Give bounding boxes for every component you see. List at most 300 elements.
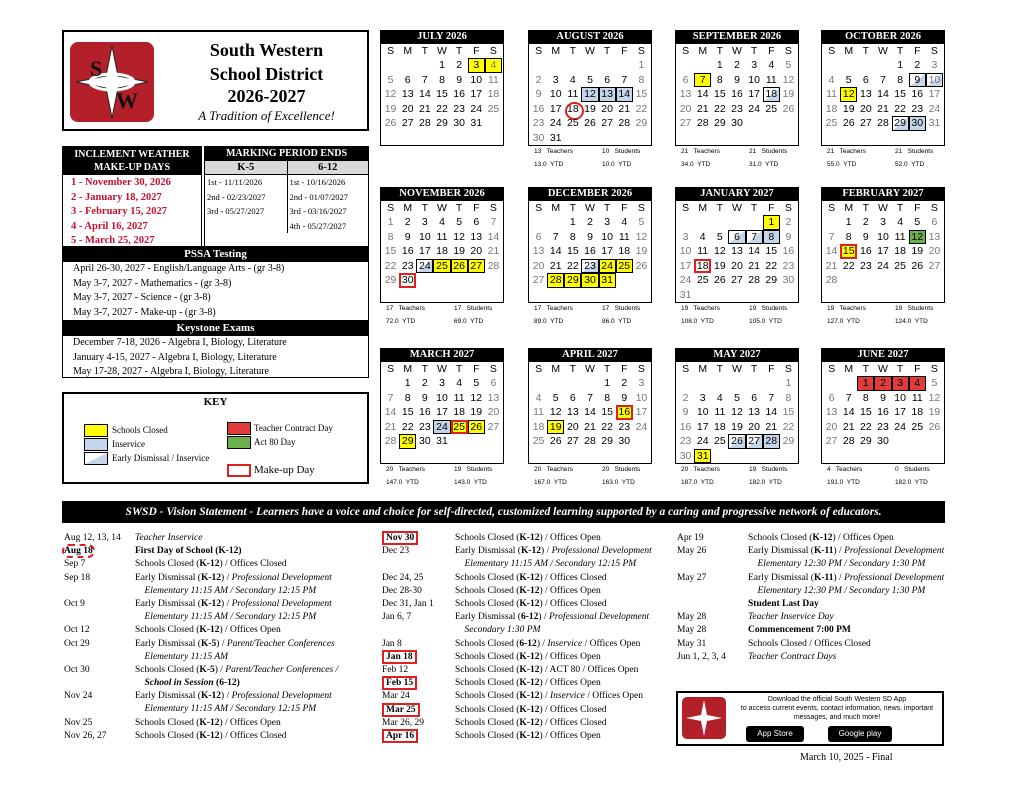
calendar-day: 27 <box>928 259 941 272</box>
weekday-label: S <box>489 45 497 57</box>
calendar-day: 14 <box>842 406 855 418</box>
calendar-day: 14 <box>748 245 760 257</box>
calendar-day: 2 <box>914 59 921 71</box>
calendar-day: 22 <box>782 420 795 433</box>
calendar-day: 8 <box>845 230 852 243</box>
teacher-count: 19 Teachers <box>681 305 720 312</box>
weekday-label: S <box>682 202 690 214</box>
weekday-label: S <box>930 45 938 57</box>
event-date: May 26 <box>677 546 707 557</box>
event-date: Mar 24 <box>382 691 410 702</box>
calendar-day: 26 <box>384 117 397 129</box>
student-count: 19 Students <box>749 466 788 473</box>
weekday-label: W <box>878 45 888 57</box>
calendar-day: 1 <box>439 59 445 71</box>
calendar-day: 26 <box>782 102 795 115</box>
weekday-label: F <box>621 363 628 375</box>
act80-label: Act 80 Day <box>254 437 296 447</box>
event-date: Jan 18 <box>382 651 417 663</box>
calendar-day: 30 <box>679 449 692 462</box>
calendar-day: 9 <box>587 230 593 243</box>
calendar-day: 2 <box>621 377 628 389</box>
weekday-label: M <box>403 363 413 375</box>
calendar-day: 12 <box>928 391 941 404</box>
event-description: Schools Closed (K-12) / Offices Open <box>455 678 601 689</box>
calendar-day: 21 <box>618 102 631 115</box>
calendar-day: 25 <box>894 259 906 272</box>
calendar-day: 25 <box>616 259 633 274</box>
app-logo <box>682 697 726 739</box>
student-ytd: 143.0 YTD <box>454 479 487 486</box>
612-period-item: 3rd - 03/16/2027 <box>289 206 347 216</box>
makeup-label: Make-up Day <box>254 464 315 476</box>
weekday-label: M <box>698 202 708 214</box>
calendar-day: 23 <box>877 420 889 433</box>
calendar-day: 19 <box>911 245 924 257</box>
calendar-day: 23 <box>860 259 872 272</box>
calendar-day: 22 <box>635 102 648 115</box>
weather-title: INCLEMENT WEATHER MAKE-UP DAYS <box>63 147 201 175</box>
calendar-day: 13 <box>748 406 760 418</box>
month-footer <box>821 146 945 172</box>
month-footer <box>380 464 504 490</box>
calendar-day: 1 <box>404 377 411 389</box>
event-date: Feb 12 <box>382 665 409 675</box>
calendar-day: 27 <box>825 435 838 447</box>
calendar-day: 14 <box>765 406 778 418</box>
student-ytd: 52.0 YTD <box>895 161 925 168</box>
teacher-ytd: 13.0 YTD <box>534 161 564 168</box>
k5-period-item: 2nd - 02/23/2027 <box>207 191 266 202</box>
teacher-ytd: 108.0 YTD <box>681 318 714 325</box>
calendar-day: 17 <box>679 259 692 272</box>
calendar-day: 5 <box>587 73 593 86</box>
makeup-day-item: 1 - November 30, 2026 <box>71 177 171 188</box>
calendar-day: 8 <box>638 73 645 86</box>
teacher-ytd: 34.0 YTD <box>681 161 711 168</box>
calendar-day: 29 <box>860 435 872 447</box>
calendar-day: 22 <box>401 420 414 433</box>
calendar-day: 15 <box>860 406 872 418</box>
weekday-label: S <box>930 202 938 214</box>
calendar-day: 9 <box>785 230 792 243</box>
calendar-day: 28 <box>748 274 760 286</box>
k5-period-item: 3rd - 05/27/2027 <box>207 206 265 216</box>
event-description: Schools Closed (K-12) / Offices Closed <box>455 599 607 609</box>
calendar-day: 10 <box>679 245 692 257</box>
calendar-day: 20 <box>567 420 579 433</box>
event-description: Schools Closed (K-12) / Offices Closed <box>455 704 607 715</box>
calendar-day: 11 <box>567 88 579 100</box>
calendar-day: 15 <box>601 406 613 418</box>
calendar-day: 26 <box>549 435 562 447</box>
student-ytd: 105.0 YTD <box>749 318 782 325</box>
keystone-title: Keystone Exams <box>63 321 368 336</box>
calendar-day: 7 <box>421 73 428 86</box>
calendar-day: 24 <box>696 435 709 447</box>
calendar-day: 23 <box>731 102 743 115</box>
calendar-day: 20 <box>679 102 692 115</box>
app-text: Download the official South Western SD App to access current events, contact information, news, important messages, and much more! <box>740 696 934 721</box>
calendar-day: 31 <box>436 435 448 447</box>
calendar-day: 25 <box>825 117 838 129</box>
calendar-day: 16 <box>731 88 743 100</box>
pssa-title: PSSA Testing <box>63 247 368 262</box>
calendar-day: 27 <box>401 117 414 129</box>
calendar-day: 6 <box>490 377 497 389</box>
calendar-day: 8 <box>763 230 780 245</box>
calendar-day: 22 <box>860 420 872 433</box>
weekday-label: T <box>455 363 463 375</box>
calendar-day: 5 <box>931 377 938 389</box>
calendar-day: 13 <box>401 88 414 100</box>
calendar-day: 8 <box>387 230 394 243</box>
weekday-label: W <box>878 363 888 375</box>
weekday-label: S <box>387 202 395 214</box>
calendar-day: 20 <box>532 259 545 272</box>
event-description: Student Last Day <box>748 599 819 609</box>
calendar-day: 5 <box>785 59 792 71</box>
calendar-day: 13 <box>532 245 545 257</box>
calendar-day: 31 <box>549 131 562 144</box>
weekday-label: T <box>603 45 611 57</box>
calendar-day: 2 <box>785 216 792 228</box>
calendar-day: 3 <box>604 216 611 228</box>
school-year: 2026-2027 <box>227 86 306 106</box>
weekday-label: W <box>585 363 595 375</box>
calendar-day: 3 <box>931 59 938 71</box>
student-count: 17 Students <box>454 305 493 312</box>
calendar-day: 21 <box>384 420 397 433</box>
calendar-day: 10 <box>601 230 613 243</box>
calendar-day: 3 <box>751 59 758 71</box>
pssa-item: May 3-7, 2027 - Science - (gr 3-8) <box>73 292 211 303</box>
calendar-day: 15 <box>840 244 857 259</box>
calendar-day: 6 <box>535 230 542 243</box>
calendar-day: 31 <box>599 273 616 288</box>
weekday-label: W <box>437 45 447 57</box>
contract-swatch <box>227 422 251 435</box>
calendar-day: 1 <box>387 216 394 228</box>
calendar-day: 1 <box>569 216 576 228</box>
calendar-day: 24 <box>748 102 760 115</box>
student-count: 21 Students <box>749 148 788 155</box>
calendar-day: 21 <box>765 420 778 433</box>
calendar-day: 2 <box>734 59 740 71</box>
calendar-day: 24 <box>635 420 648 433</box>
event-description: Commencement 7:00 PM <box>748 625 851 636</box>
calendar-day: 13 <box>860 88 872 100</box>
calendar-day: 12 <box>909 230 926 245</box>
calendar-day: 4 <box>768 59 775 71</box>
calendar-day: 1 <box>638 59 645 71</box>
calendar-day: 19 <box>470 406 483 418</box>
marking-period-box <box>204 146 369 248</box>
calendar-day: 30 <box>419 435 431 447</box>
event-date: Nov 30 <box>382 532 418 544</box>
calendar-day: 12 <box>714 245 726 257</box>
k5-header: K-5 <box>205 161 287 175</box>
calendar-day: 4 <box>569 73 576 86</box>
calendar-day: 12 <box>384 88 397 100</box>
calendar-month <box>528 30 652 172</box>
google-play-button[interactable]: Google play <box>828 726 892 742</box>
calendar-day: 28 <box>384 435 397 447</box>
calendar-day: 12 <box>840 87 857 102</box>
calendar-day: 20 <box>601 102 613 115</box>
event-date: Jan 6, 7 <box>382 612 412 623</box>
calendar-day: 26 <box>714 274 726 286</box>
calendar-day: 26 <box>728 434 745 449</box>
calendar-day: 16 <box>877 406 889 418</box>
calendar-day: 1 <box>857 376 874 391</box>
calendar-day: 27 <box>860 117 872 129</box>
calendar-day: 15 <box>436 88 448 100</box>
calendar-day: 2 <box>535 73 542 86</box>
month-footer <box>675 146 799 172</box>
pssa-testing-box <box>62 246 369 321</box>
logo-letter-w: W <box>116 88 138 113</box>
makeup-day-item: 4 - April 16, 2027 <box>71 220 148 232</box>
event-description: Early Dismissal (K-11) / Professional Development Elementary 12:30 PM / Secondary 1:30 PM <box>748 572 945 596</box>
weekday-label: T <box>896 45 904 57</box>
calendar-day: 8 <box>404 391 411 404</box>
weekday-label: F <box>473 202 480 214</box>
weekday-label: T <box>862 363 870 375</box>
calendar-day: 11 <box>714 406 726 418</box>
calendar-day: 15 <box>384 245 397 257</box>
calendar-day: 13 <box>731 245 743 257</box>
event-description: Schools Closed (K-12) / Offices Closed <box>135 731 287 741</box>
event-date: Nov 25 <box>64 717 93 728</box>
calendar-day: 5 <box>638 216 645 228</box>
calendar-day: 15 <box>765 245 778 257</box>
calendar-day: 27 <box>746 434 763 449</box>
calendar-day: 24 <box>416 259 433 274</box>
student-count: 19 Students <box>895 305 934 312</box>
event-date: Apr 19 <box>677 533 704 543</box>
calendar-day: 18 <box>532 420 545 433</box>
month-title: NOVEMBER 2026 <box>380 187 504 201</box>
event-description: Schools Closed (K-5) / Parent/Teacher Conferences / School in Session (6-12) <box>135 665 339 688</box>
weekday-label: F <box>914 363 921 375</box>
weekday-label: S <box>535 363 543 375</box>
calendar-day: 17 <box>894 406 906 418</box>
student-count: 17 Students <box>602 305 641 312</box>
calendar-day: 14 <box>616 87 633 102</box>
calendar-day: 13 <box>825 406 838 418</box>
logo-letter-s: S <box>90 56 103 81</box>
calendar-day: 1 <box>785 377 792 389</box>
calendar-day: 21 <box>584 420 596 433</box>
event-description: Schools Closed (K-12) / Inservice / Offices Open <box>455 691 643 702</box>
keystone-exams-box <box>62 320 369 378</box>
612-period-item: 4th - 05/27/2027 <box>289 220 347 231</box>
calendar-day: 24 <box>894 420 906 433</box>
weekday-label: S <box>682 45 690 57</box>
event-date: May 28 <box>677 625 707 636</box>
calendar-day: 2 <box>456 59 463 71</box>
calendar-day: 27 <box>731 274 743 286</box>
weekday-label: F <box>768 45 775 57</box>
event-date: Mar 26, 29 <box>382 717 424 728</box>
event-description: Schools Closed / Offices Closed <box>748 638 871 649</box>
calendar-day: 8 <box>862 391 869 404</box>
event-description: Schools Closed (K-12) / Offices Open <box>455 585 601 596</box>
month-footer <box>380 146 504 172</box>
calendar-day: 8 <box>604 391 611 404</box>
calendar-day: 12 <box>470 391 483 404</box>
teacher-ytd: 89.0 YTD <box>534 318 564 325</box>
calendar-day: 17 <box>696 420 709 433</box>
weekday-label: M <box>698 363 708 375</box>
calendar-day: 20 <box>748 420 760 433</box>
event-description: Schools Closed (K-12) / Offices Open <box>455 651 601 662</box>
inservice-label: Inservice <box>112 439 145 449</box>
calendar-day: 6 <box>862 73 869 86</box>
calendar-day: 17 <box>748 88 760 100</box>
weekday-label: S <box>637 45 645 57</box>
teacher-ytd: 167.0 YTD <box>534 479 567 486</box>
calendar-day: 5 <box>552 391 559 404</box>
event-description: Schools Closed (K-12) / Offices Closed <box>455 717 607 728</box>
calendar-day: 4 <box>535 391 542 404</box>
calendar-day: 13 <box>487 391 500 404</box>
weekday-label: S <box>535 202 543 214</box>
calendar-day: 9 <box>621 391 628 404</box>
vision-statement: SWSD - Vision Statement - Learners have a voice and choice for self-directed, customized learning supported by a caring and progressive network of educators. <box>62 501 945 523</box>
event-date: Oct 12 <box>64 625 90 636</box>
calendar-day: 25 <box>911 420 924 433</box>
calendar-day: 9 <box>456 73 463 86</box>
calendar-day: 14 <box>696 88 709 100</box>
calendar-day: 29 <box>564 273 581 288</box>
calendar-day: 4 <box>897 216 904 228</box>
weekday-label: F <box>914 45 921 57</box>
calendar-day: 7 <box>621 73 628 86</box>
event-date: Aug 12, 13, 14 <box>64 533 121 543</box>
event-description: Schools Closed (K-12) / Offices Open <box>135 717 281 728</box>
calendar-day: 18 <box>694 259 711 274</box>
calendar-day: 25 <box>567 117 579 129</box>
weekday-label: M <box>844 202 854 214</box>
calendar-day: 7 <box>746 230 763 245</box>
event-description: Schools Closed (K-12) / Offices Open <box>135 625 281 636</box>
calendar-day: 2 <box>874 376 891 391</box>
makeup-day-item: 3 - February 15, 2027 <box>71 206 167 217</box>
calendar-day: 16 <box>860 245 872 257</box>
act80-swatch <box>227 436 251 449</box>
calendar-day: 21 <box>419 102 431 115</box>
calendar-day: 28 <box>842 435 855 447</box>
weekday-label: S <box>637 202 645 214</box>
calendar-day: 5 <box>914 216 921 228</box>
teacher-count: 21 Teachers <box>827 148 866 155</box>
key-title: KEY <box>203 396 228 408</box>
calendar-day: 30 <box>877 435 889 447</box>
event-description: Early Dismissal (K-12) / Professional Development Elementary 11:15 AM / Secondary 12:15 PM <box>455 546 652 570</box>
teacher-count: 20 Teachers <box>534 466 573 473</box>
teacher-ytd: 72.0 YTD <box>386 318 416 325</box>
weekday-label: T <box>862 202 870 214</box>
calendar-day: 7 <box>387 391 394 404</box>
keystone-item: December 7-18, 2026 - Algebra I, Biology, Literature <box>73 337 287 348</box>
calendar-day: 3 <box>552 73 559 86</box>
teacher-count: 17 Teachers <box>386 305 425 312</box>
month-title: DECEMBER 2026 <box>528 187 652 201</box>
weekday-label: T <box>569 45 577 57</box>
calendar-day: 18 <box>763 87 780 102</box>
calendar-day: 1 <box>897 59 904 71</box>
calendar-day: 21 <box>487 245 500 257</box>
calendar-day: 7 <box>694 73 711 88</box>
calendar-day: 5 <box>716 230 723 243</box>
calendar-day: 1 <box>763 215 780 230</box>
early-dismissal-label: Early Dismissal / Inservice <box>112 453 210 463</box>
student-count: 19 Students <box>454 466 493 473</box>
calendar-day: 9 <box>909 73 926 88</box>
weekday-label: S <box>784 45 792 57</box>
calendar-day: 1 <box>845 216 852 228</box>
calendar-day: 5 <box>456 216 463 228</box>
calendar-day: 6 <box>751 391 758 404</box>
calendar-day: 23 <box>618 420 631 433</box>
teacher-count: 17 Teachers <box>534 305 573 312</box>
teacher-count: 19 Teachers <box>827 305 866 312</box>
month-title: MAY 2027 <box>675 348 799 362</box>
weekday-label: W <box>878 202 888 214</box>
calendar-day: 29 <box>436 117 448 129</box>
calendar-day: 20 <box>401 102 414 115</box>
student-count: 19 Students <box>749 305 788 312</box>
calendar-day: 14 <box>825 245 838 257</box>
weekday-label: M <box>844 363 854 375</box>
weekday-label: F <box>473 45 480 57</box>
event-date: Aug 18 <box>64 546 93 557</box>
teacher-count: 13 Teachers <box>534 148 573 155</box>
calendar-day: 18 <box>825 102 838 115</box>
weekday-label: T <box>421 45 429 57</box>
calendar-day: 6 <box>682 73 689 86</box>
weekday-label: M <box>403 45 413 57</box>
612-header: 6-12 <box>288 161 369 175</box>
teacher-count: 4 Teachers <box>827 466 863 473</box>
calendar-day: 9 <box>404 230 411 243</box>
weekday-label: T <box>716 363 724 375</box>
weekday-label: S <box>784 363 792 375</box>
month-footer <box>528 303 652 329</box>
app-store-button[interactable]: App Store <box>746 726 804 742</box>
event-description: Schools Closed (K-12) / Offices Open <box>455 731 601 741</box>
calendar-day: 14 <box>549 245 562 257</box>
calendar-day: 30 <box>399 273 416 288</box>
weekday-label: W <box>437 363 447 375</box>
event-date: Oct 30 <box>64 665 90 675</box>
calendar-day: 19 <box>842 102 855 115</box>
calendar-day: 12 <box>782 73 795 86</box>
month-title: SEPTEMBER 2026 <box>675 30 799 44</box>
calendar-day: 16 <box>401 245 414 257</box>
weekday-label: W <box>732 202 742 214</box>
calendar-day: 15 <box>894 88 906 100</box>
calendar-day: 13 <box>679 88 692 100</box>
event-description: Early Dismissal (K-5) / Parent/Teacher Conferences Elementary 11:15 AM <box>135 638 335 662</box>
calendar-day: 25 <box>433 259 450 274</box>
month-title: JANUARY 2027 <box>675 187 799 201</box>
calendar-day: 11 <box>436 230 448 243</box>
calendar-day: 13 <box>470 230 483 243</box>
calendar-day: 23 <box>782 259 795 272</box>
